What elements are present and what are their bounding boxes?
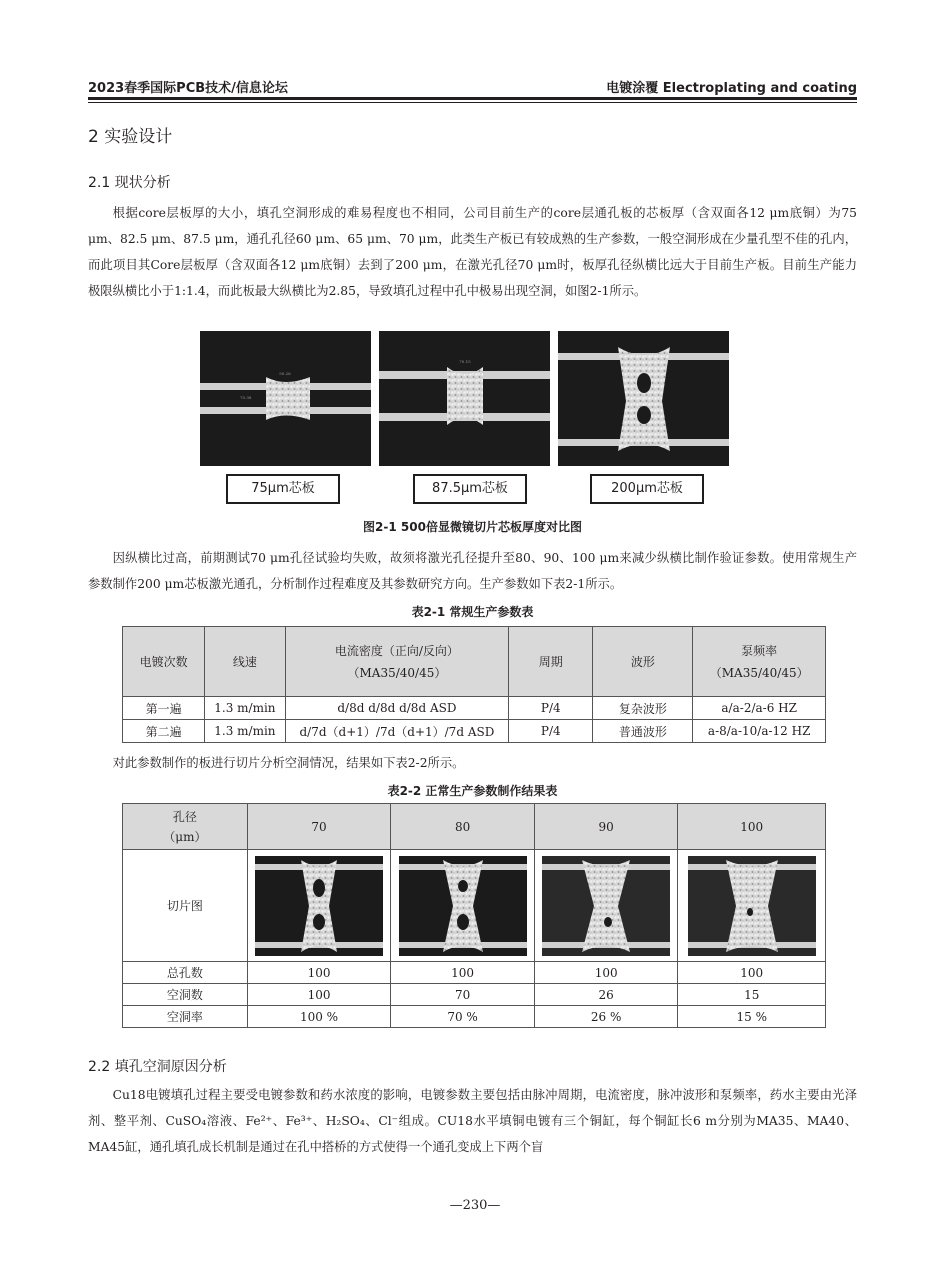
table1-header-cell: 波形 (593, 627, 693, 697)
table2-cell: 26 % (534, 1006, 678, 1028)
table2-header-cell: 100 (678, 804, 826, 850)
table1-cell: 1.3 m/min (205, 697, 286, 720)
table-2-1 (122, 626, 826, 743)
table1-header-cell (285, 627, 509, 697)
table1-cell: 1.3 m/min (205, 720, 286, 743)
page-number: —230— (449, 1198, 501, 1213)
table2-slice-cell (678, 850, 826, 962)
table1-cell: 第一遍 (123, 697, 205, 720)
table2-cell: 70 (391, 984, 535, 1006)
figure-label-75um: 75μm芯板 (226, 474, 340, 504)
table2-row-label: 空洞数 (123, 984, 248, 1006)
table2-slice-cell (391, 850, 535, 962)
table2-header-line: 孔径 (172, 809, 197, 824)
table-row (123, 850, 826, 962)
header-rule-thick (88, 97, 857, 100)
table2-cell: 100 (247, 984, 391, 1006)
paragraph-3-text: 对此参数制作的板进行切片分析空洞情况，结果如下表2-2所示。 (112, 756, 465, 770)
table2-cell: 100 % (247, 1006, 391, 1028)
header-left: 2023春季国际PCB技术/信息论坛 (88, 81, 288, 96)
table2-cell: 26 (534, 984, 678, 1006)
table1-cell: d/7d（d+1）/7d（d+1）/7d ASD (285, 720, 509, 743)
paragraph-4 (88, 1082, 857, 1160)
table1-header-line: （MA35/40/45） (709, 665, 809, 680)
table2-slice-cell (534, 850, 678, 962)
table1-cell: a-8/a-10/a-12 HZ (693, 720, 826, 743)
table-row (123, 1006, 826, 1028)
figure-label-200um: 200μm芯板 (590, 474, 704, 504)
table1-cell: d/8d d/8d d/8d ASD (285, 697, 509, 720)
micrograph-87-5um (379, 331, 550, 466)
header-rule-thin (88, 102, 857, 103)
running-header (88, 75, 857, 95)
subsection-title-2-1: 2.1 现状分析 (88, 175, 171, 191)
table1-header-cell: 电镀次数 (123, 627, 205, 697)
header-right: 电镀涂覆 Electroplating and coating (606, 81, 857, 96)
table1-cell: 第二遍 (123, 720, 205, 743)
table-row (123, 962, 826, 984)
table1-header-row (123, 627, 826, 697)
table-row (123, 984, 826, 1006)
svg-text:50.26: 50.26 (279, 371, 291, 376)
table1-header-cell: 线速 (205, 627, 286, 697)
table2-cell: 100 (534, 962, 678, 984)
table2-slice-cell (247, 850, 391, 962)
table2-cell: 70 % (391, 1006, 535, 1028)
micrograph-75um (200, 331, 371, 466)
table2-cell: 15 % (678, 1006, 826, 1028)
table1-cell: P/4 (509, 697, 593, 720)
table2-header-cell (123, 804, 248, 850)
table2-cell: 15 (678, 984, 826, 1006)
svg-text:75.38: 75.38 (240, 395, 252, 400)
table2-row-label: 空洞率 (123, 1006, 248, 1028)
slice-image-90 (542, 856, 670, 956)
table2-cell: 100 (391, 962, 535, 984)
table1-cell: 普通波形 (593, 720, 693, 743)
table2-header-row (123, 804, 826, 850)
paragraph-3 (88, 750, 857, 776)
paragraph-1-text: 根据core层板厚的大小，填孔空洞形成的难易程度也不相同，公司目前生产的core层通孔板的芯板厚（含双面各12 μm底铜）为75 μm、82.5 μm、87.5 μm，通孔孔径60 μm、65 μm、70 μm，此类生产板已有较成熟的生产参数，一般空洞形成在少量孔型不佳的孔内，而此项目其Core层板厚（含双面各12 μm底铜）去到了200 μm，在激光孔径70 μm时，板厚孔径纵横比远大于目前生产板。目前生产能力极限纵横比小于1:1.4，而此板最大纵横比为2.85，导致填孔过程中孔中极易出现空洞，如图2-1所示。 (88, 206, 857, 298)
table2-slice-label: 切片图 (123, 850, 248, 962)
table1-cell: a/a-2/a-6 HZ (693, 697, 826, 720)
table2-header-cell: 80 (391, 804, 535, 850)
table-2-2 (122, 803, 826, 1028)
section-title: 2 实验设计 (88, 127, 173, 147)
paragraph-4-text: Cu18电镀填孔过程主要受电镀参数和药水浓度的影响，电镀参数主要包括由脉冲周期，电流密度，脉冲波形和泵频率，药水主要由光泽剂、整平剂、CuSO₄溶液、Fe²⁺、Fe³⁺、H₂SO₄、Cl⁻组成。CU18水平填铜电镀有三个铜缸，每个铜缸长6 m分别为MA35、MA40、MA45缸，通孔填孔成长机制是通过在孔中搭桥的方式使得一个通孔变成上下两个盲 (88, 1088, 857, 1154)
svg-text:70.15: 70.15 (459, 359, 471, 364)
table2-header-cell: 70 (247, 804, 391, 850)
slice-image-70 (255, 856, 383, 956)
slice-image-80 (399, 856, 527, 956)
figure-caption: 图2-1 500倍显微镜切片芯板厚度对比图 (363, 520, 582, 534)
table2-header-line: （μm） (163, 829, 207, 844)
table2-cell: 100 (247, 962, 391, 984)
table1-header-line: 电流密度（正向/反向） (334, 643, 459, 658)
table1-header-line: （MA35/40/45） (347, 665, 447, 680)
subsection-title-2-2: 2.2 填孔空洞原因分析 (88, 1059, 227, 1075)
table1-cell: P/4 (509, 720, 593, 743)
paragraph-2-text: 因纵横比过高，前期测试70 μm孔径试验均失败，故须将激光孔径提升至80、90、100 μm来减少纵横比制作验证参数。使用常规生产参数制作200 μm芯板激光通孔，分析制作过程难度及其参数研究方向。生产参数如下表2-1所示。 (88, 551, 857, 591)
table2-cell: 100 (678, 962, 826, 984)
paragraph-1 (88, 200, 857, 304)
table1-caption: 表2-1 常规生产参数表 (411, 605, 534, 619)
table1-header-cell: 周期 (509, 627, 593, 697)
figure-label-87-5um: 87.5μm芯板 (413, 474, 527, 504)
table2-caption: 表2-2 正常生产参数制作结果表 (387, 784, 558, 798)
slice-image-100 (688, 856, 816, 956)
table1-header-cell (693, 627, 826, 697)
table1-cell: 复杂波形 (593, 697, 693, 720)
table-row (123, 697, 826, 720)
table2-row-label: 总孔数 (123, 962, 248, 984)
paragraph-2 (88, 545, 857, 597)
table-row (123, 720, 826, 743)
table1-header-line: 泵频率 (741, 643, 778, 658)
micrograph-200um (558, 331, 729, 466)
table2-header-cell: 90 (534, 804, 678, 850)
